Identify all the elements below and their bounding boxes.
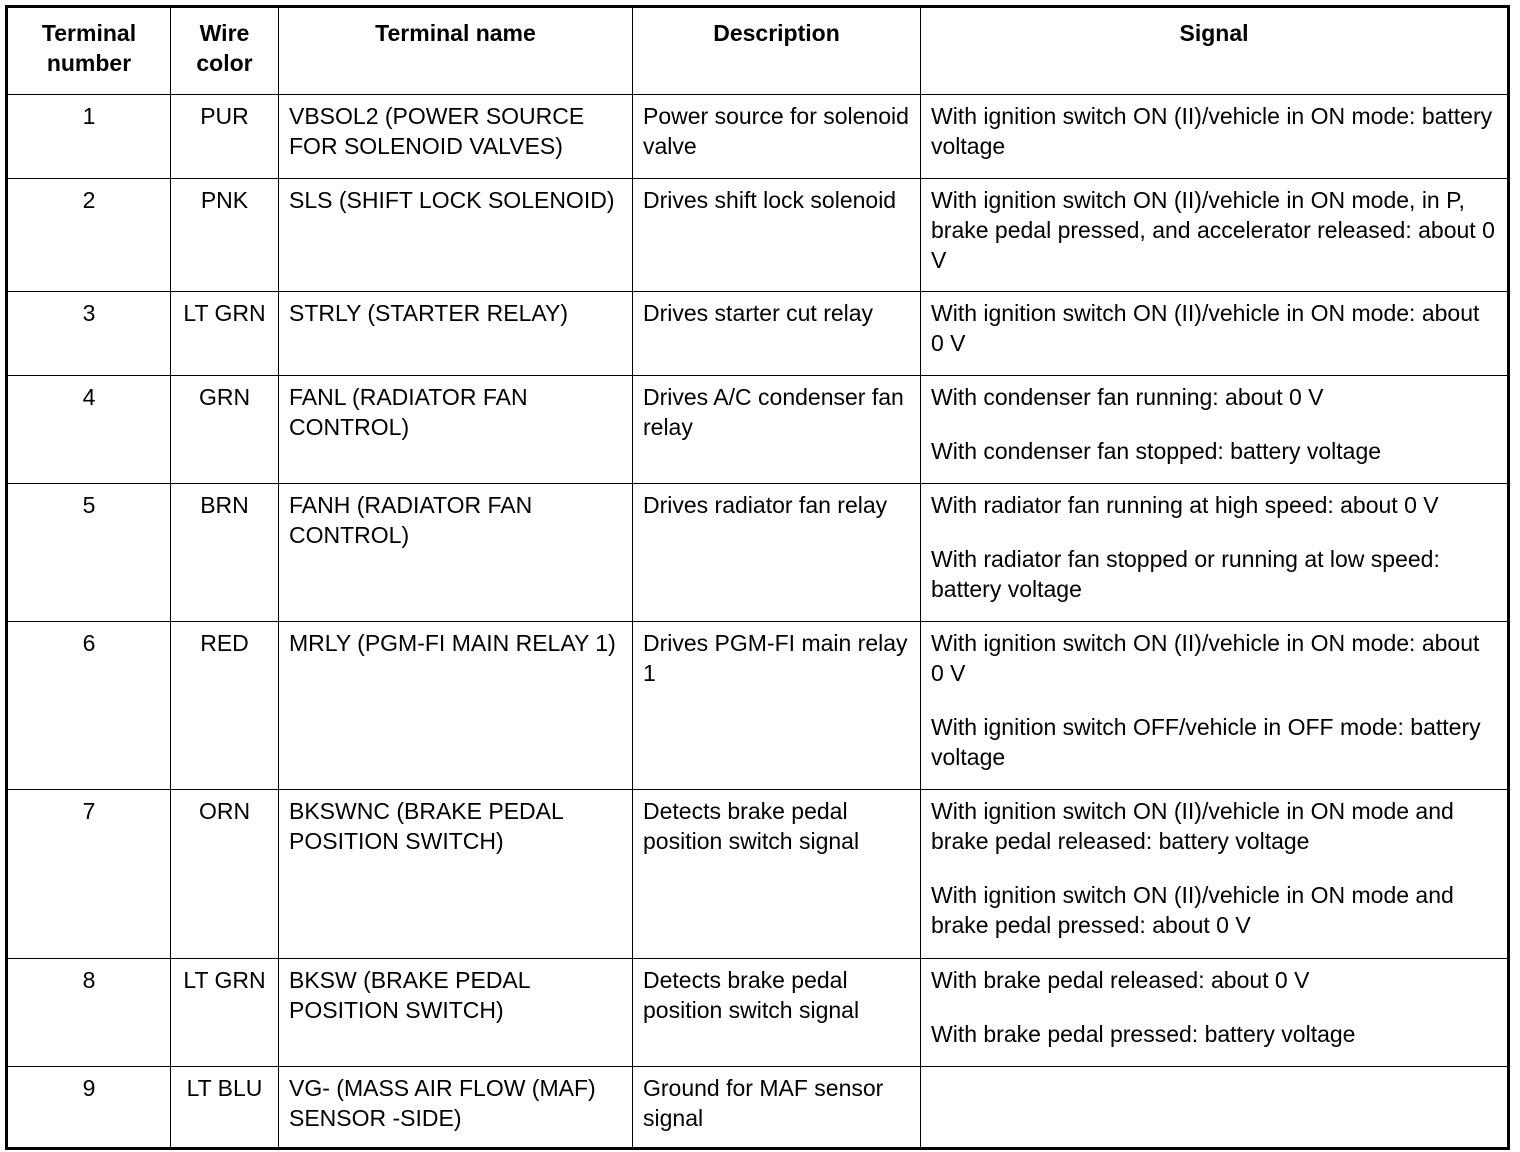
description-cell: Detects brake pedal position switch signal xyxy=(633,959,921,1067)
table-row xyxy=(7,1067,1509,1149)
header-terminal-number: Terminal number xyxy=(7,7,171,95)
signal-line: With condenser fan running: about 0 V xyxy=(931,384,1324,410)
signal-cell xyxy=(921,1067,1509,1149)
signal-line: With radiator fan running at high speed: about 0 V xyxy=(931,492,1439,518)
terminal-name-cell: VG- (MASS AIR FLOW (MAF) SENSOR -SIDE) xyxy=(279,1067,633,1149)
terminal-name-cell: FANL (RADIATOR FAN CONTROL) xyxy=(279,376,633,484)
terminal-name-cell: MRLY (PGM-FI MAIN RELAY 1) xyxy=(279,622,633,790)
description-cell: Drives starter cut relay xyxy=(633,292,921,376)
wire-color-cell: LT BLU xyxy=(171,1067,279,1149)
description-cell: Drives shift lock solenoid xyxy=(633,179,921,292)
header-description: Description xyxy=(633,7,921,95)
table-row xyxy=(7,292,1509,376)
signal-line: With condenser fan stopped: battery voltage xyxy=(931,438,1382,464)
signal-cell xyxy=(921,790,1509,959)
terminal-number-cell: 4 xyxy=(7,376,171,484)
signal-line: With ignition switch ON (II)/vehicle in ON mode, in P, brake pedal pressed, and accelerator released: about 0 V xyxy=(931,187,1495,273)
terminal-number-cell: 6 xyxy=(7,622,171,790)
terminal-name-cell: BKSWNC (BRAKE PEDAL POSITION SWITCH) xyxy=(279,790,633,959)
table-row xyxy=(7,790,1509,959)
wire-color-cell: ORN xyxy=(171,790,279,959)
terminal-table xyxy=(5,5,1510,1150)
header-signal: Signal xyxy=(921,7,1509,95)
table-row xyxy=(7,95,1509,179)
signal-cell xyxy=(921,292,1509,376)
wire-color-cell: LT GRN xyxy=(171,292,279,376)
terminal-number-cell: 9 xyxy=(7,1067,171,1149)
terminal-number-cell: 1 xyxy=(7,95,171,179)
terminal-name-cell: FANH (RADIATOR FAN CONTROL) xyxy=(279,484,633,622)
terminal-number-cell: 8 xyxy=(7,959,171,1067)
description-cell: Drives radiator fan relay xyxy=(633,484,921,622)
signal-cell xyxy=(921,622,1509,790)
terminal-number-cell: 2 xyxy=(7,179,171,292)
wire-color-cell: BRN xyxy=(171,484,279,622)
signal-line: With ignition switch ON (II)/vehicle in ON mode: about 0 V xyxy=(931,300,1480,356)
header-wire-color: Wire color xyxy=(171,7,279,95)
description-cell: Ground for MAF sensor signal xyxy=(633,1067,921,1149)
signal-line: With ignition switch ON (II)/vehicle in ON mode: about 0 V xyxy=(931,630,1480,686)
terminal-number-cell: 5 xyxy=(7,484,171,622)
description-cell: Power source for solenoid valve xyxy=(633,95,921,179)
terminal-name-cell: SLS (SHIFT LOCK SOLENOID) xyxy=(279,179,633,292)
signal-line: With ignition switch ON (II)/vehicle in ON mode: battery voltage xyxy=(931,103,1493,159)
wire-color-cell: LT GRN xyxy=(171,959,279,1067)
terminal-number-cell: 7 xyxy=(7,790,171,959)
signal-line: With radiator fan stopped or running at low speed: battery voltage xyxy=(931,546,1440,602)
signal-cell xyxy=(921,179,1509,292)
terminal-number-cell: 3 xyxy=(7,292,171,376)
signal-line: With brake pedal pressed: battery voltage xyxy=(931,1021,1356,1047)
table-row xyxy=(7,376,1509,484)
wire-color-cell: RED xyxy=(171,622,279,790)
signal-line: With ignition switch ON (II)/vehicle in ON mode and brake pedal released: battery voltage xyxy=(931,798,1454,854)
signal-cell xyxy=(921,376,1509,484)
description-cell: Drives PGM-FI main relay 1 xyxy=(633,622,921,790)
wire-color-cell: PNK xyxy=(171,179,279,292)
wire-color-cell: PUR xyxy=(171,95,279,179)
signal-line: With ignition switch ON (II)/vehicle in ON mode and brake pedal pressed: about 0 V xyxy=(931,882,1454,938)
table-row xyxy=(7,622,1509,790)
table-row xyxy=(7,484,1509,622)
wire-color-cell: GRN xyxy=(171,376,279,484)
signal-cell xyxy=(921,95,1509,179)
table-row xyxy=(7,959,1509,1067)
header-row xyxy=(7,7,1509,95)
signal-line: With ignition switch OFF/vehicle in OFF mode: battery voltage xyxy=(931,714,1481,770)
description-cell: Detects brake pedal position switch signal xyxy=(633,790,921,959)
header-terminal-name: Terminal name xyxy=(279,7,633,95)
signal-cell xyxy=(921,484,1509,622)
terminal-name-cell: BKSW (BRAKE PEDAL POSITION SWITCH) xyxy=(279,959,633,1067)
signal-cell xyxy=(921,959,1509,1067)
description-cell: Drives A/C condenser fan relay xyxy=(633,376,921,484)
terminal-name-cell: STRLY (STARTER RELAY) xyxy=(279,292,633,376)
table-row xyxy=(7,179,1509,292)
signal-line: With brake pedal released: about 0 V xyxy=(931,967,1310,993)
terminal-name-cell: VBSOL2 (POWER SOURCE FOR SOLENOID VALVES) xyxy=(279,95,633,179)
